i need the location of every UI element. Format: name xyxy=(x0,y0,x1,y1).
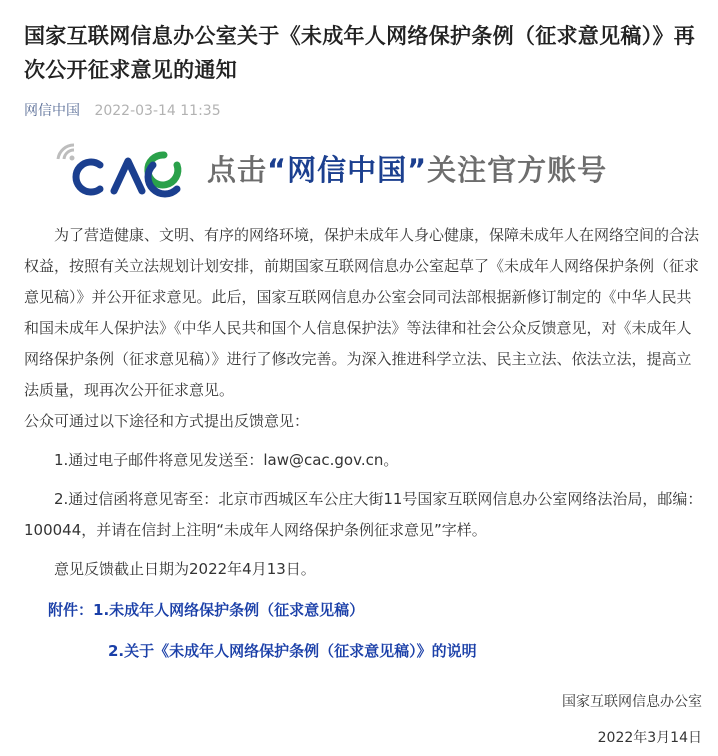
article xyxy=(24,0,706,667)
logo-letter-a xyxy=(114,161,142,191)
logo-letter-c1 xyxy=(76,162,100,192)
article-body xyxy=(24,220,706,667)
cta-account-name: “网信中国” xyxy=(267,153,428,187)
feedback-email-suffix: 。 xyxy=(383,451,399,469)
article-title: 国家互联网信息办公室关于《未成年人网络保护条例（征求意见稿）》再次公开征求意见的通知 xyxy=(24,24,696,82)
publish-time: 2022-03-14 11:35 xyxy=(94,103,221,119)
feedback-item-email xyxy=(24,445,706,476)
paragraph-intro: 为了营造健康、文明、有序的网络环境，保护未成年人身心健康，保障未成年人在网络空间的合法权益，按照有关立法规划计划安排，前期国家互联网信息办公室起草了《未成年人网络保护条例（征求意见稿）》并公开征求意见。此后，国家互联网信息办公室会同司法部根据新修订制定的《中华人民共和国未成年人保护法》《中华人民共和国个人信息保护法》等法律和社会公众反馈意见，对《未成年人网络保护条例（征求意见稿）》进行了修改完善。为深入推进科学立法、民主立法、依法立法，提高立法质量，现再次公开征求意见。 xyxy=(24,226,700,399)
cac-logo-icon xyxy=(52,139,192,201)
feedback-deadline: 意见反馈截止日期为2022年4月13日。 xyxy=(54,560,316,578)
signal-dot xyxy=(70,156,75,161)
signature-organization: 国家互联网信息办公室 xyxy=(562,694,702,710)
attachment-line-2 xyxy=(24,636,706,667)
feedback-email-address: law@cac.gov.cn xyxy=(263,451,384,469)
feedback-item-mail: 2.通过信函将意见寄至：北京市西城区车公庄大街11号国家互联网信息办公室网络法治局，邮编：100044，并请在信封上注明“未成年人网络保护条例征求意见”字样。 xyxy=(24,490,703,539)
signature-date: 2022年3月14日 xyxy=(597,730,702,746)
attachment-link-2[interactable]: 2.关于《未成年人网络保护条例（征求意见稿）》的说明 xyxy=(108,642,477,660)
follow-call-to-action xyxy=(207,148,607,189)
cac-logo xyxy=(52,139,192,201)
cta-prefix: 点击 xyxy=(207,153,268,187)
feedback-email-prefix: 1.通过电子邮件将意见发送至： xyxy=(54,451,264,469)
attachment-label: 附件： xyxy=(48,601,94,619)
attachment-line-1 xyxy=(24,595,706,626)
account-name-link[interactable]: 网信中国 xyxy=(24,103,80,119)
follow-banner[interactable] xyxy=(24,137,706,203)
cta-suffix: 关注官方账号 xyxy=(427,153,608,187)
paragraph-feedback-methods: 公众可通过以下途径和方式提出反馈意见： xyxy=(24,412,310,430)
article-meta xyxy=(24,100,706,122)
attachment-link-1[interactable]: 1.未成年人网络保护条例（征求意见稿） xyxy=(93,601,365,619)
